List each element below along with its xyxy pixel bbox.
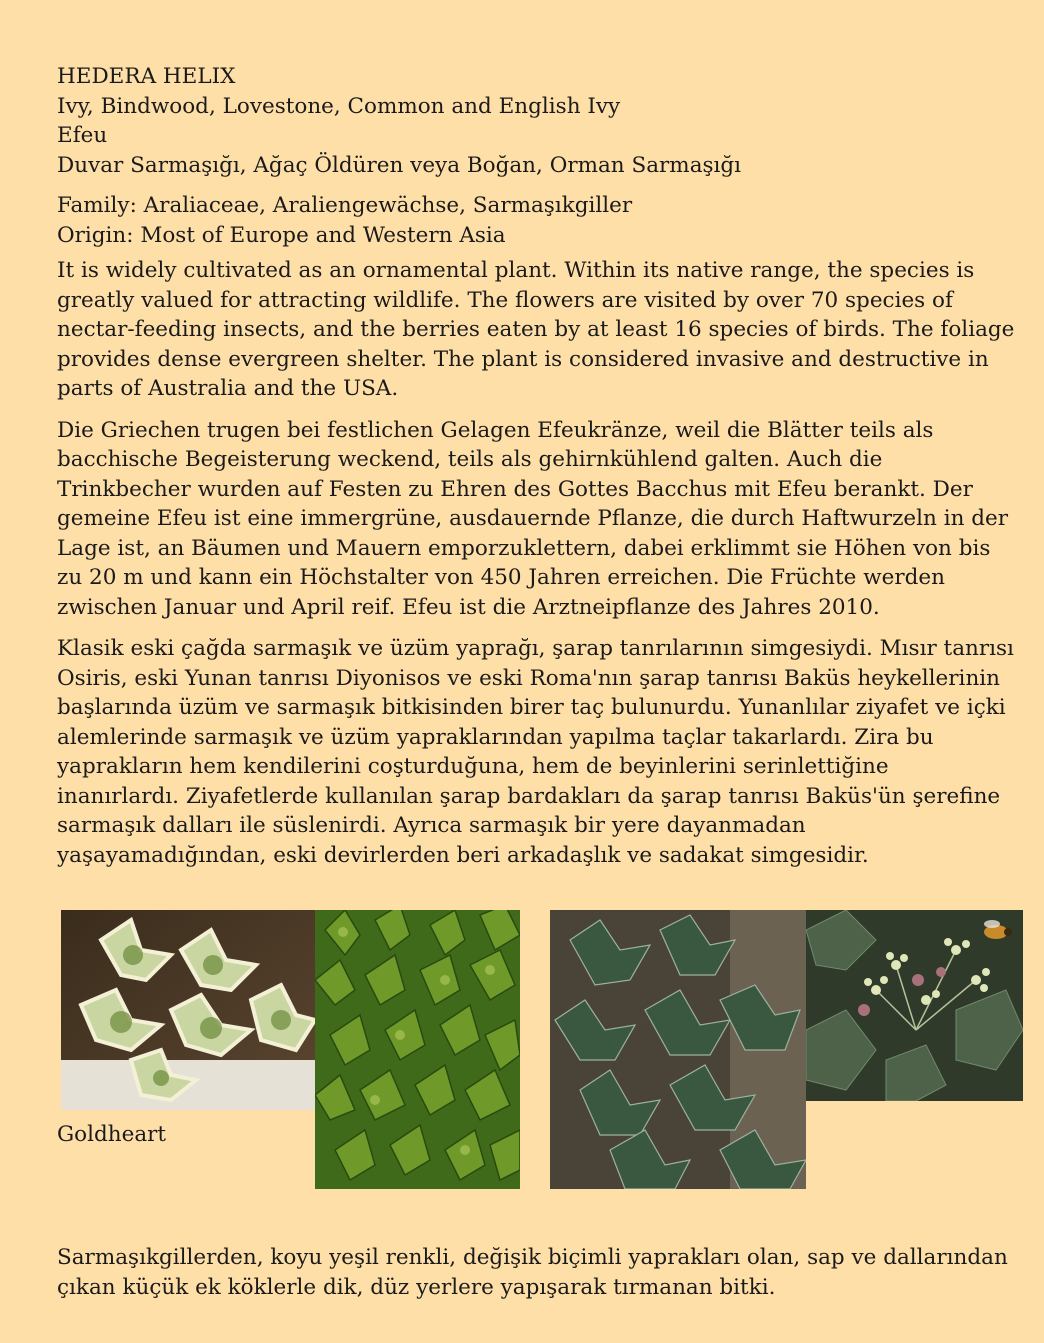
english-paragraph: It is widely cultivated as an ornamental plant. Within its native range, the species is greatly valued for attracting wildlife. The flowers are visited by over 70 species of nectar-feeding insects, and the berries eaten by at least 16 species of birds. The foliage provides dense evergreen shelter. The plant is considered invasive and destructive in parts of Australia and the USA. <box>57 258 1015 401</box>
header-block <box>57 62 1017 180</box>
english-names: Ivy, Bindwood, Lovestone, Common and English Ivy <box>57 93 621 119</box>
family-line: Family: Araliaceae, Araliengewächse, Sarmaşıkgiller <box>57 193 633 218</box>
turkish-names: Duvar Sarmaşığı, Ağaç Öldüren veya Boğan, Orman Sarmaşığı <box>57 152 742 178</box>
german-name: Efeu <box>57 123 108 148</box>
origin-line: Origin: Most of Europe and Western Asia <box>57 222 506 248</box>
turkish-paragraph: Klasik eski çağda sarmaşık ve üzüm yaprağı, şarap tanrılarının simgesiydi. Mısır tanrısı Osiris, eski Yunan tanrısı Diyonisos ve eski Roma'nın şarap tanrısı Baküs heykellerinin başlarında üzüm ve sarmaşık bitkisinden birer taç bulunurdu. Yunanlılar ziyafet ve içki alemlerinde sarmaşık ve üzüm yapraklarından yapılma taçlar takarlardı. Zira bu yaprakların hem kendilerini coşturduğuna, hem de beyinlerini serinlettiğine inanırlardı. Ziyafetlerde kullanılan şarap bardakları da şarap tanrısı Baküs'ün şerefine sarmaşık dalları ile süslenirdi. Ayrıca sarmaşık bir yere dayanmadan yaşayamadığından, eski devirlerden beri arkadaşlık ve sadakat simgesidir. <box>57 636 1014 868</box>
goldheart-ivy-photo <box>61 910 315 1110</box>
green-ivy-wall-photo <box>315 910 520 1189</box>
image-caption: Goldheart <box>57 1122 167 1147</box>
german-paragraph: Die Griechen trugen bei festlichen Gelagen Efeukränze, weil die Blätter teils als bacchische Begeisterung weckend, teils als gehirnkühlend galten. Auch die Trinkbecher wurden auf Festen zu Ehren des Gottes Bacchus mit Efeu berankt. Der gemeine Efeu ist eine immergrüne, ausdauernde Pflanze, die durch Haftwurzeln in der Lage ist, an Bäumen und Mauern emporzuklettern, dabei erklimmt sie Höhen von bis zu 20 m und kann ein Höchstalter von 450 Jahren erreichen. Die Früchte werden zwischen Januar und April reif. Efeu ist die Arztneipflanze des Jahres 2010. <box>57 417 1009 620</box>
ivy-flowers-photo <box>806 910 1023 1101</box>
info-block <box>57 191 1017 250</box>
page-title: HEDERA HELIX <box>57 64 236 89</box>
footer-definition: Sarmaşıkgillerden, koyu yeşil renkli, değişik biçimli yaprakları olan, sap ve dallarından çıkan küçük ek köklerle dik, düz yerlere yapışarak tırmanan bitki. <box>57 1245 1008 1300</box>
dark-ivy-photo <box>550 910 806 1189</box>
document-body <box>57 62 1017 870</box>
